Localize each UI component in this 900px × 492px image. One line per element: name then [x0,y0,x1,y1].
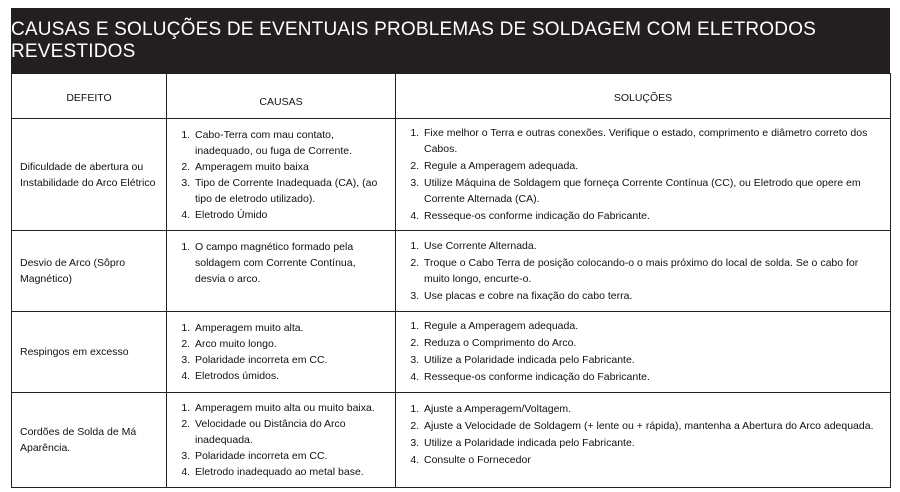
solutions-cell [396,393,891,488]
list-item: 2. Ajuste a Velocidade de Soldagem (+ lente ou + rápida), mantenha a Abertura do Arco adequada. [422,418,882,434]
list-item: 2. Velocidade ou Distância do Arco inadequada. [193,416,387,448]
column-header-defeito: DEFEITO [12,74,167,119]
solutions-list [404,125,882,224]
solutions-cell [396,119,891,231]
solutions-cell [396,231,891,312]
defect-cell: Dificuldade de abertura ou Instabilidade do Arco Elétrico [12,119,167,231]
causes-list [175,239,387,287]
list-item: 4. Eletrodos úmidos. [193,368,387,384]
column-header-solucoes: SOLUÇÕES [396,74,891,119]
list-item: 1. Ajuste a Amperagem/Voltagem. [422,401,882,417]
causes-solutions-table [11,73,891,488]
causes-list [175,127,387,223]
list-item: 1. Use Corrente Alternada. [422,238,882,254]
list-item: 1. Cabo-Terra com mau contato, inadequado, ou fuga de Corrente. [193,127,387,159]
defect-cell: Respingos em excesso [12,312,167,393]
causes-cell [167,231,396,312]
defect-cell: Desvio de Arco (Sôpro Magnético) [12,231,167,312]
list-item: 3. Utilize Máquina de Soldagem que forneça Corrente Contínua (CC), ou Eletrodo que opere em Corrente Alternada (CA). [422,175,882,207]
list-item: 1. Amperagem muito alta. [193,320,387,336]
list-item: 2. Regule a Amperagem adequada. [422,158,882,174]
list-item: 4. Resseque-os conforme indicação do Fabricante. [422,208,882,224]
list-item: 4. Resseque-os conforme indicação do Fabricante. [422,369,882,385]
solutions-list [404,318,882,385]
list-item: 3. Polaridade incorreta em CC. [193,352,387,368]
list-item: 4. Eletrodo inadequado ao metal base. [193,464,387,480]
list-item: 2. Troque o Cabo Terra de posição colocando-o o mais próximo do local de solda. Se o cabo for muito longo, encurte-o. [422,255,882,287]
table-row [12,312,891,393]
list-item: 4. Eletrodo Úmido [193,207,387,223]
list-item: 2. Arco muito longo. [193,336,387,352]
list-item: 2. Amperagem muito baixa [193,159,387,175]
list-item: 1. Regule a Amperagem adequada. [422,318,882,334]
table-title: CAUSAS E SOLUÇÕES DE EVENTUAIS PROBLEMAS DE SOLDAGEM COM ELETRODOS REVESTIDOS [11,8,890,73]
list-item: 2. Reduza o Comprimento do Arco. [422,335,882,351]
list-item: 1. Amperagem muito alta ou muito baixa. [193,400,387,416]
table-row [12,393,891,488]
causes-list [175,320,387,384]
header-row [12,74,891,119]
list-item: 1. O campo magnético formado pela soldagem com Corrente Contínua, desvia o arco. [193,239,387,287]
list-item: 1. Fixe melhor o Terra e outras conexões. Verifique o estado, comprimento e diâmetro correto dos Cabos. [422,125,882,157]
defect-cell: Cordões de Solda de Má Aparência. [12,393,167,488]
solutions-list [404,238,882,304]
list-item: 3. Tipo de Corrente Inadequada (CA), (ao tipo de eletrodo utilizado). [193,175,387,207]
table-row [12,231,891,312]
solutions-list [404,401,882,468]
column-header-causas: CAUSAS [167,74,396,119]
causes-cell [167,119,396,231]
causes-cell [167,312,396,393]
list-item: 3. Utilize a Polaridade indicada pelo Fabricante. [422,435,882,451]
list-item: 3. Polaridade incorreta em CC. [193,448,387,464]
solutions-cell [396,312,891,393]
table-row [12,119,891,231]
causes-cell [167,393,396,488]
list-item: 3. Use placas e cobre na fixação do cabo terra. [422,288,882,304]
list-item: 4. Consulte o Fornecedor [422,452,882,468]
causes-list [175,400,387,480]
list-item: 3. Utilize a Polaridade indicada pelo Fabricante. [422,352,882,368]
